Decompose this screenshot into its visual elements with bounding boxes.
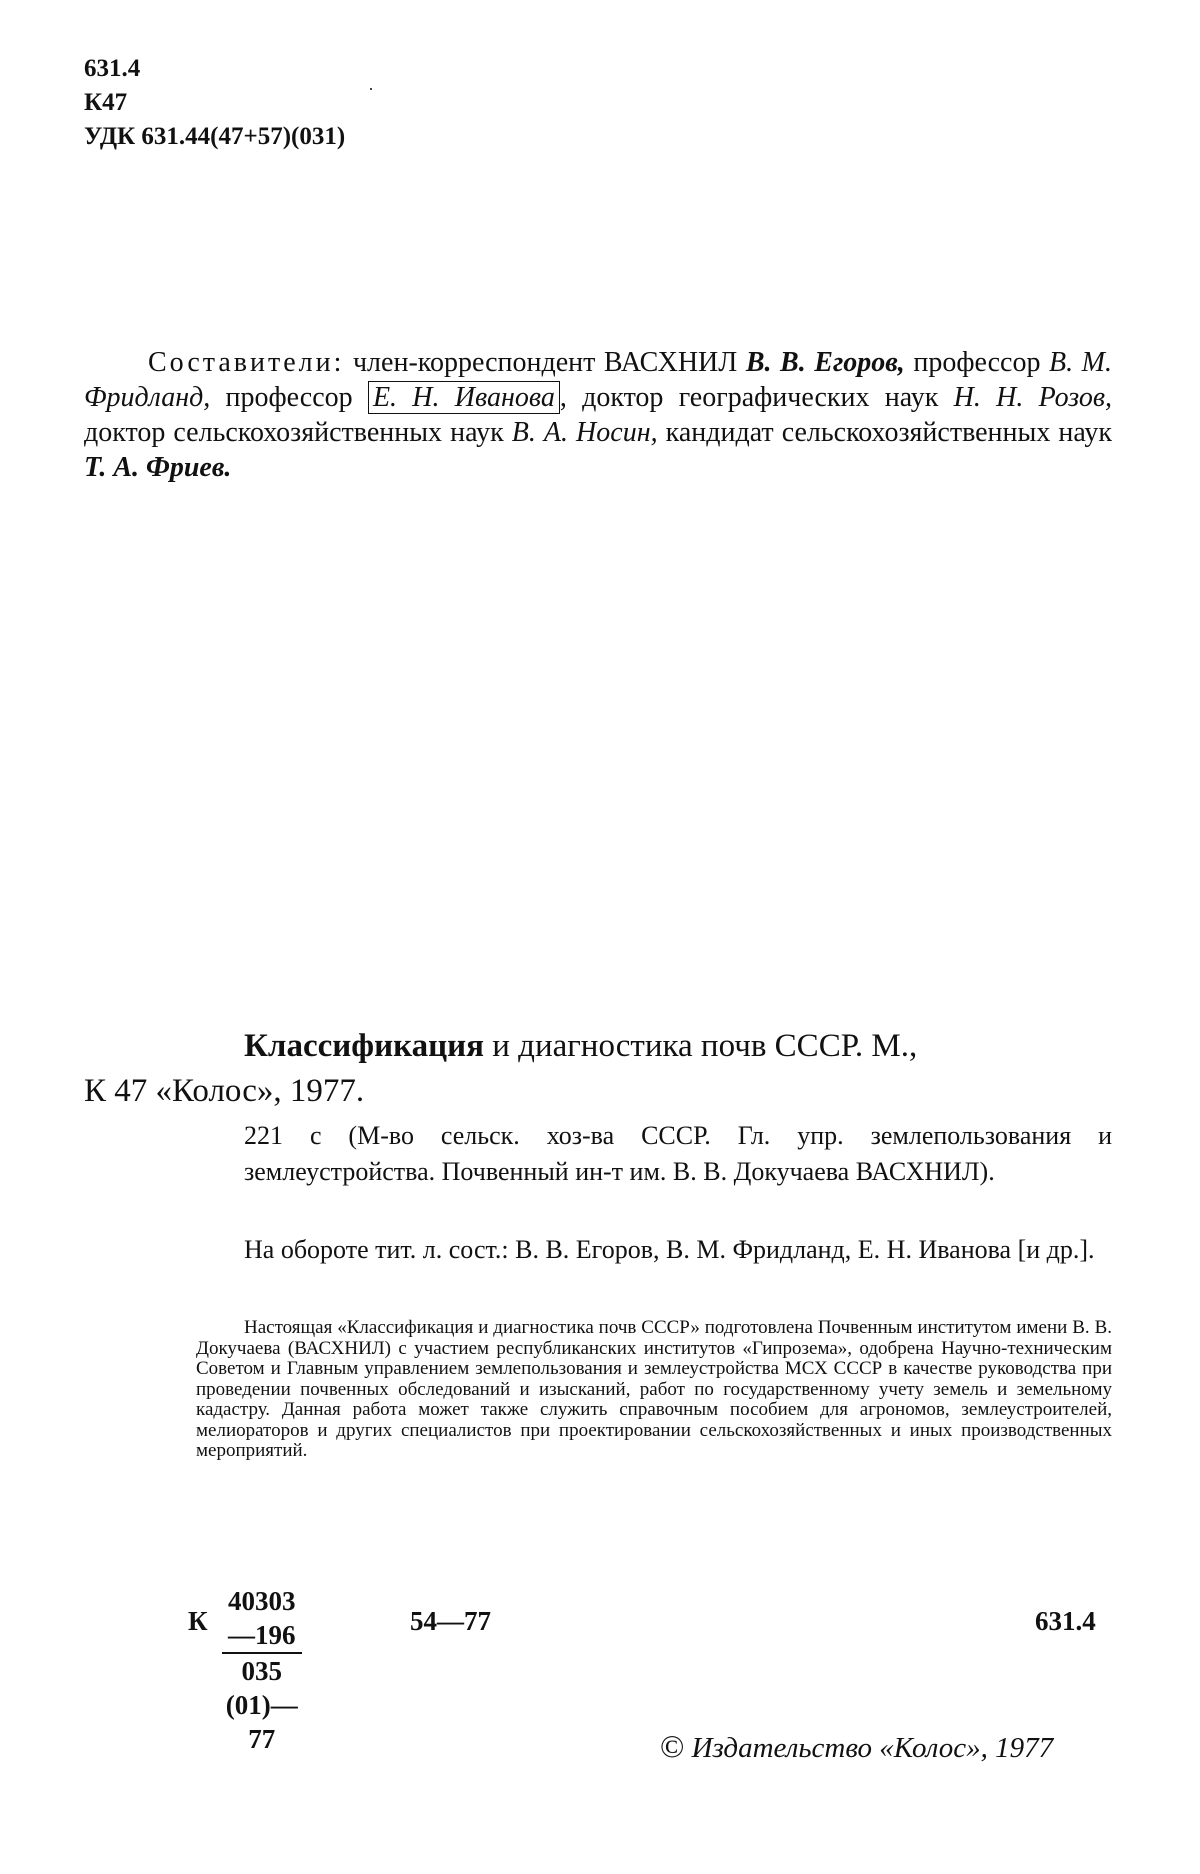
compilers-text-6: кандидат сельскохозяйственных наук (657, 417, 1112, 448)
classification-codes (84, 52, 345, 154)
annotation-paragraph (196, 1318, 1112, 1462)
fraction (222, 1584, 302, 1756)
index-letter: К (188, 1606, 208, 1636)
copyright-icon: © (660, 1728, 685, 1764)
annotation-text: Настоящая «Классификация и диагностика почв СССР» подготовлена Почвенным институтом имени В. В. Докучаева (ВАСХНИЛ) с участием республиканских институтов «Гипрозема», одобрена Научно-техническим Советом и Главным управлением землепользования и землеустройства МСХ СССР в качестве руководства при проведении почвенных обследований и изысканий, работ по государственному учету земель и земельному кадастру. Данная работа может также служить справочным пособием для агрономов, землеустроителей, мелиораторов и других специалистов при проектировании сельскохозяйственных и иных производственных мероприятий. (196, 1317, 1112, 1461)
index-suffix: 54—77 (410, 1606, 491, 1636)
bib-reverse-paragraph (244, 1232, 1112, 1268)
right-code: 631.4 (1035, 1606, 1096, 1636)
compilers-text-5: доктор сельскохозяйственных наук (84, 417, 512, 448)
book-title-bold: Классификация (244, 1028, 484, 1064)
bib-pages-paragraph: 221 с (М-во сельск. хоз-ва СССР. Гл. упр. землепользования и землеустройства. Почвенный ин-т им. В. В. Докучаева ВАСХНИЛ). (244, 1121, 1112, 1186)
compiler-rozov: Н. Н. Розов, (953, 382, 1113, 413)
bbk-code: 631.4 (84, 55, 141, 82)
compiler-nosin: В. А. Носин, (511, 417, 658, 448)
compiler-friev: Т. А. Фриев. (84, 452, 232, 483)
compilers-text-2: профессор (904, 347, 1050, 378)
author-mark: К47 (84, 89, 128, 116)
fraction-numerator: 40303—196 (222, 1584, 302, 1654)
compiler-ivanova-boxed: Е. Н. Иванова (368, 381, 560, 414)
udc-code: УДК 631.44(47+57)(031) (84, 123, 346, 150)
fraction-denominator: 035 (01)—77 (225, 1656, 298, 1754)
copyright-text: Издательство «Колос», 1977 (691, 1732, 1054, 1764)
compiler-egorov: В. В. Егоров, (745, 347, 905, 378)
compilers-text-1: член-корреспондент ВАСХНИЛ (344, 347, 746, 378)
compiler-fridland: В. М. Фридланд, (84, 347, 1112, 413)
bib-line-2: К 47 «Колос», 1977. (84, 1073, 365, 1109)
book-title-rest: и диагностика почв СССР. М., (484, 1028, 918, 1064)
bibliographic-title (84, 1024, 1112, 1114)
copyright-line (660, 1728, 1053, 1765)
compilers-text-4: , доктор географических наук (559, 382, 954, 413)
compilers-paragraph (84, 345, 1112, 485)
compilers-text-3: профессор (210, 382, 368, 413)
stray-dot (370, 88, 372, 90)
compilers-lead: Составители: (148, 347, 345, 378)
bib-reverse-text: На обороте тит. л. сост.: В. В. Егоров, В. М. Фридланд, Е. Н. Иванова [и др.]. (244, 1235, 1095, 1264)
